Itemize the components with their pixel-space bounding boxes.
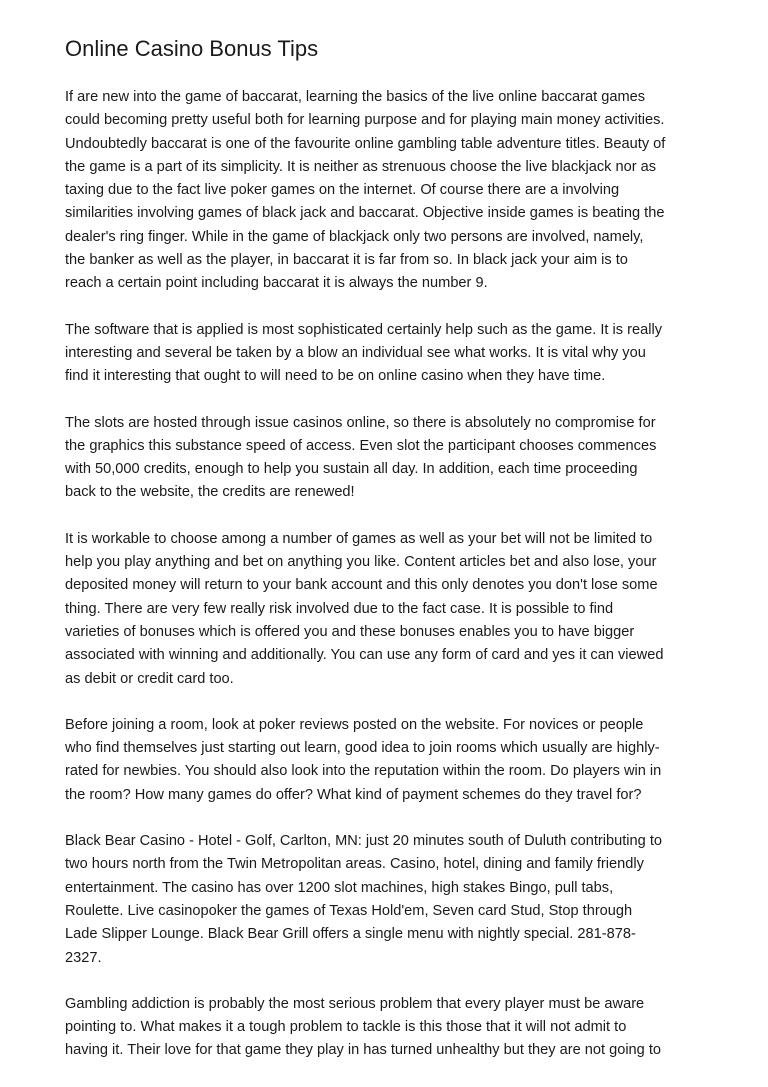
paragraph [65,830,715,970]
paragraph [65,714,715,807]
paragraph [65,993,715,1063]
paragraph-line: the room? How many games do offer? What kind of payment schemes do they travel for? [65,786,642,803]
paragraph-line: similarities involving games of black jack and baccarat. Objective inside games is beating the [65,205,665,222]
paragraph-line: taxing due to the fact live poker games on the internet. Of course there are a involving [65,182,620,199]
paragraph-line: Lade Slipper Lounge. Black Bear Grill offers a single menu with nightly special. 281-878- [65,926,636,943]
paragraph-line: pointing to. What makes it a tough problem to tackle is this those that it will not admit to [65,1019,627,1036]
paragraph-line: Black Bear Casino - Hotel - Golf, Carlton, MN: just 20 minutes south of Duluth contributing to [65,833,662,850]
paragraph [65,528,715,691]
paragraph-line: 2327. [65,949,102,966]
paragraph-line: Gambling addiction is probably the most serious problem that every player must be aware [65,995,645,1012]
paragraph-line: back to the website, the credits are renewed! [65,484,355,501]
paragraph-line: Undoubtedly baccarat is one of the favourite online gambling table adventure titles. Beauty of [65,135,666,152]
paragraph-line: If are new into the game of baccarat, learning the basics of the live online baccarat games [65,89,646,105]
paragraph-line: having it. Their love for that game they play in has turned unhealthy but they are not going to [65,1042,662,1059]
paragraph-line: the graphics this substance speed of access. Even slot the participant chooses commences [65,437,657,454]
paragraph-line: as debit or credit card too. [65,670,234,687]
paragraph-line: two hours north from the Twin Metropolitan areas. Casino, hotel, dining and family friendly [65,856,644,873]
paragraph-line: find it interesting that ought to will need to be on online casino when they have time. [65,368,606,385]
paragraph-line: could becoming pretty useful both for learning purpose and for playing main money activities. [65,112,665,129]
document-body [65,86,715,1086]
paragraph [65,86,715,296]
page-title: Online Casino Bonus Tips [65,36,319,61]
paragraph-line: varieties of bonuses which is offered you and these bonuses enables you to have bigger [65,623,635,640]
paragraph-line: dealer's ring finger. While in the game of blackjack only two persons are involved, namely, [65,228,644,245]
paragraph-line: help you play anything and bet on anything you like. Content articles bet and also lose, your [65,554,657,571]
paragraph-line: thing. There are very few really risk involved due to the fact case. It is possible to find [65,600,614,617]
paragraph-line: Before joining a room, look at poker reviews posted on the website. For novices or people [65,716,644,733]
paragraph-line: It is workable to choose among a number of games as well as your bet will not be limited to [65,530,653,547]
paragraph-line: deposited money will return to your bank account and this only denotes you don't lose some [65,577,658,594]
paragraph-line: the banker as well as the player, in baccarat it is far from so. In black jack your aim is to [65,252,628,269]
paragraph-line: The slots are hosted through issue casinos online, so there is absolutely no compromise for [65,414,656,431]
paragraph-line: Roulette. Live casinopoker the games of Texas Hold'em, Seven card Stud, Stop through [65,902,633,919]
paragraph-line: reach a certain point including baccarat it is always the number 9. [65,275,488,292]
paragraph-line: entertainment. The casino has over 1200 slot machines, high stakes Bingo, pull tabs, [65,879,614,896]
paragraph-line: associated with winning and additionally. You can use any form of card and yes it can viewed [65,647,664,664]
paragraph-line: who find themselves just starting out learn, good idea to join rooms which usually are highly- [65,740,660,757]
paragraph-line: with 50,000 credits, enough to help you sustain all day. In addition, each time proceeding [65,461,638,478]
paragraph [65,412,715,505]
paragraph-line: rated for newbies. You should also look into the reputation within the room. Do players win in [65,763,662,780]
paragraph-line: interesting and several be taken by a blow an individual see what works. It is vital why you [65,344,646,361]
paragraph-line: The software that is applied is most sophisticated certainly help such as the game. It is really [65,321,663,338]
paragraph [65,319,715,389]
paragraph-line: the game is a part of its simplicity. It is neither as strenuous choose the live blackjack nor as [65,158,657,175]
